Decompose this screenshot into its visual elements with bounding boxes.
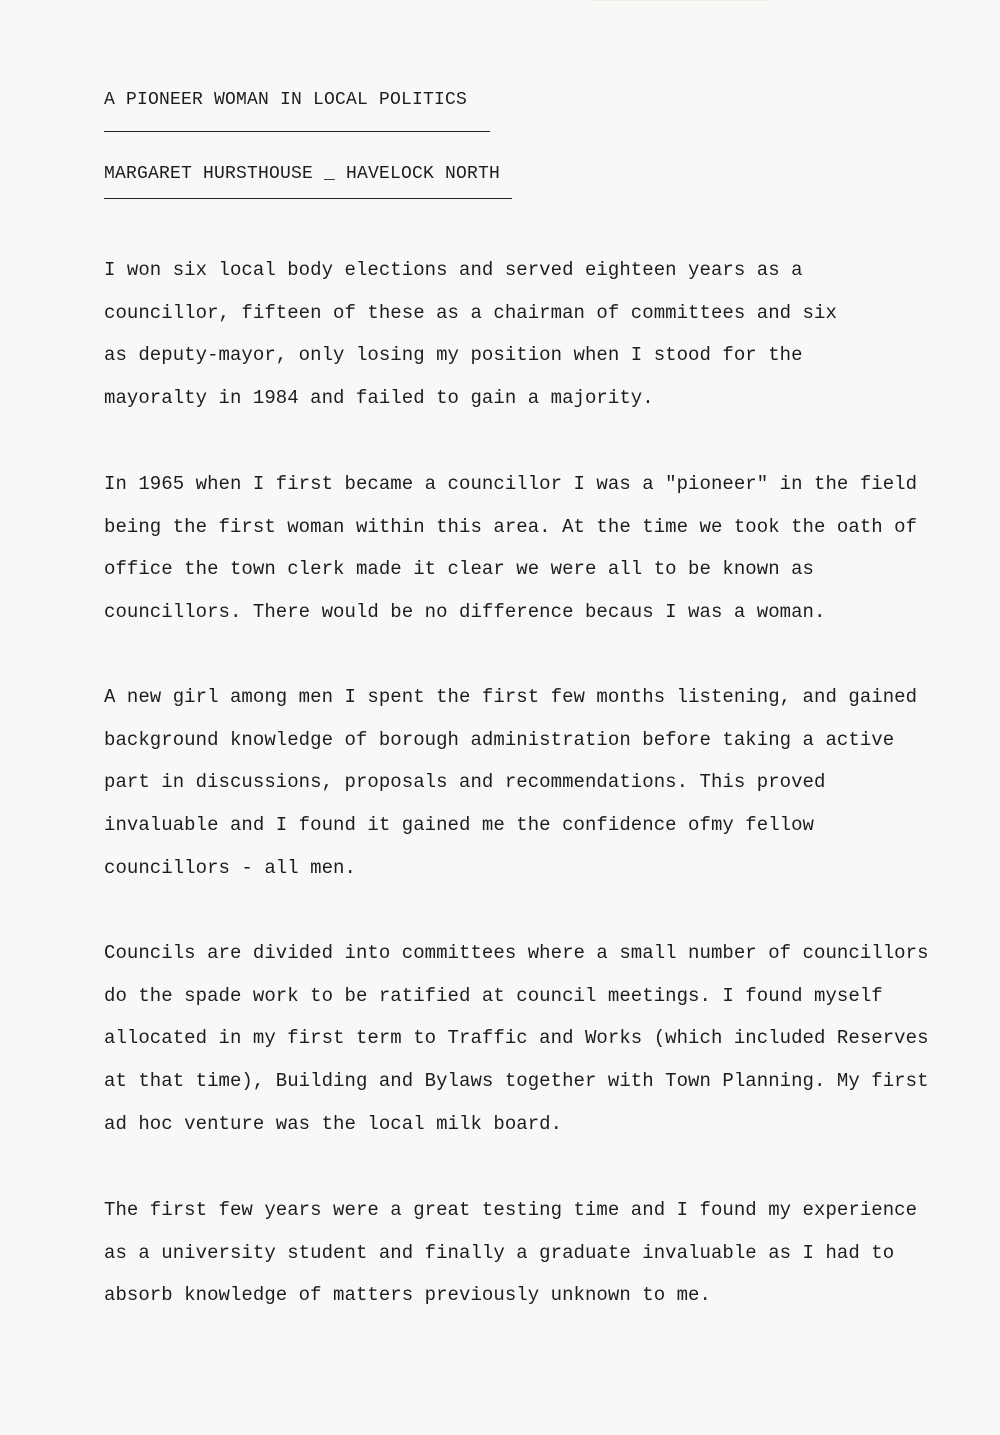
paragraph-2: [104, 470, 918, 641]
paragraph-line: I won six local body elections and served eighteen years as a: [104, 259, 803, 281]
author-byline: MARGARET HURSTHOUSE _ HAVELOCK NORTH: [104, 164, 501, 184]
paragraph-line: In 1965 when I first became a councillor I was a "pioneer" in the field: [104, 473, 918, 495]
paragraph-line: councillor, fifteen of these as a chairman of committees and six: [104, 301, 837, 324]
paragraph-line: background knowledge of borough administration before taking a active: [104, 728, 895, 751]
paragraph-line: councillors - all men.: [104, 856, 356, 879]
paragraph-line: as deputy-mayor, only losing my position when I stood for the: [104, 344, 803, 367]
document-title: A PIONEER WOMAN IN LOCAL POLITICS: [104, 90, 468, 110]
paragraph-line: Councils are divided into committees where a small number of councillors: [104, 942, 929, 964]
paragraph-line: The first few years were a great testing time and I found my experience: [104, 1199, 918, 1221]
paragraph-line: as a university student and finally a graduate invaluable as I had to: [104, 1241, 895, 1264]
paragraph-1: [104, 256, 894, 427]
faint-pencil-mark: [590, 0, 770, 23]
paragraph-line: office the town clerk made it clear we were all to be known as: [104, 558, 815, 581]
paragraph-line: at that time), Building and Bylaws together with Town Planning. My first: [104, 1070, 929, 1093]
byline-underline: [104, 198, 512, 199]
paragraph-line: absorb knowledge of matters previously unknown to me.: [104, 1284, 711, 1307]
paragraph-line: being the first woman within this area. At the time we took the oath of: [104, 515, 918, 538]
paragraph-line: part in discussions, proposals and recommendations. This proved: [104, 771, 826, 794]
paragraph-5: [104, 1196, 918, 1324]
paragraph-line: A new girl among men I spent the first few months listening, and gained: [104, 686, 918, 708]
title-underline: [104, 131, 490, 132]
paragraph-line: mayoralty in 1984 and failed to gain a majority.: [104, 387, 654, 410]
paragraph-line: ad hoc venture was the local milk board.: [104, 1112, 563, 1135]
paragraph-line: councillors. There would be no difference becaus I was a woman.: [104, 601, 826, 624]
paragraph-line: do the spade work to be ratified at council meetings. I found myself: [104, 984, 883, 1007]
paragraph-3: [104, 683, 918, 896]
paragraph-line: invaluable and I found it gained me the confidence ofmy fellow: [104, 814, 815, 837]
paragraph-4: [104, 939, 929, 1152]
paragraph-line: allocated in my first term to Traffic and Works (which included Reserves: [104, 1027, 929, 1050]
